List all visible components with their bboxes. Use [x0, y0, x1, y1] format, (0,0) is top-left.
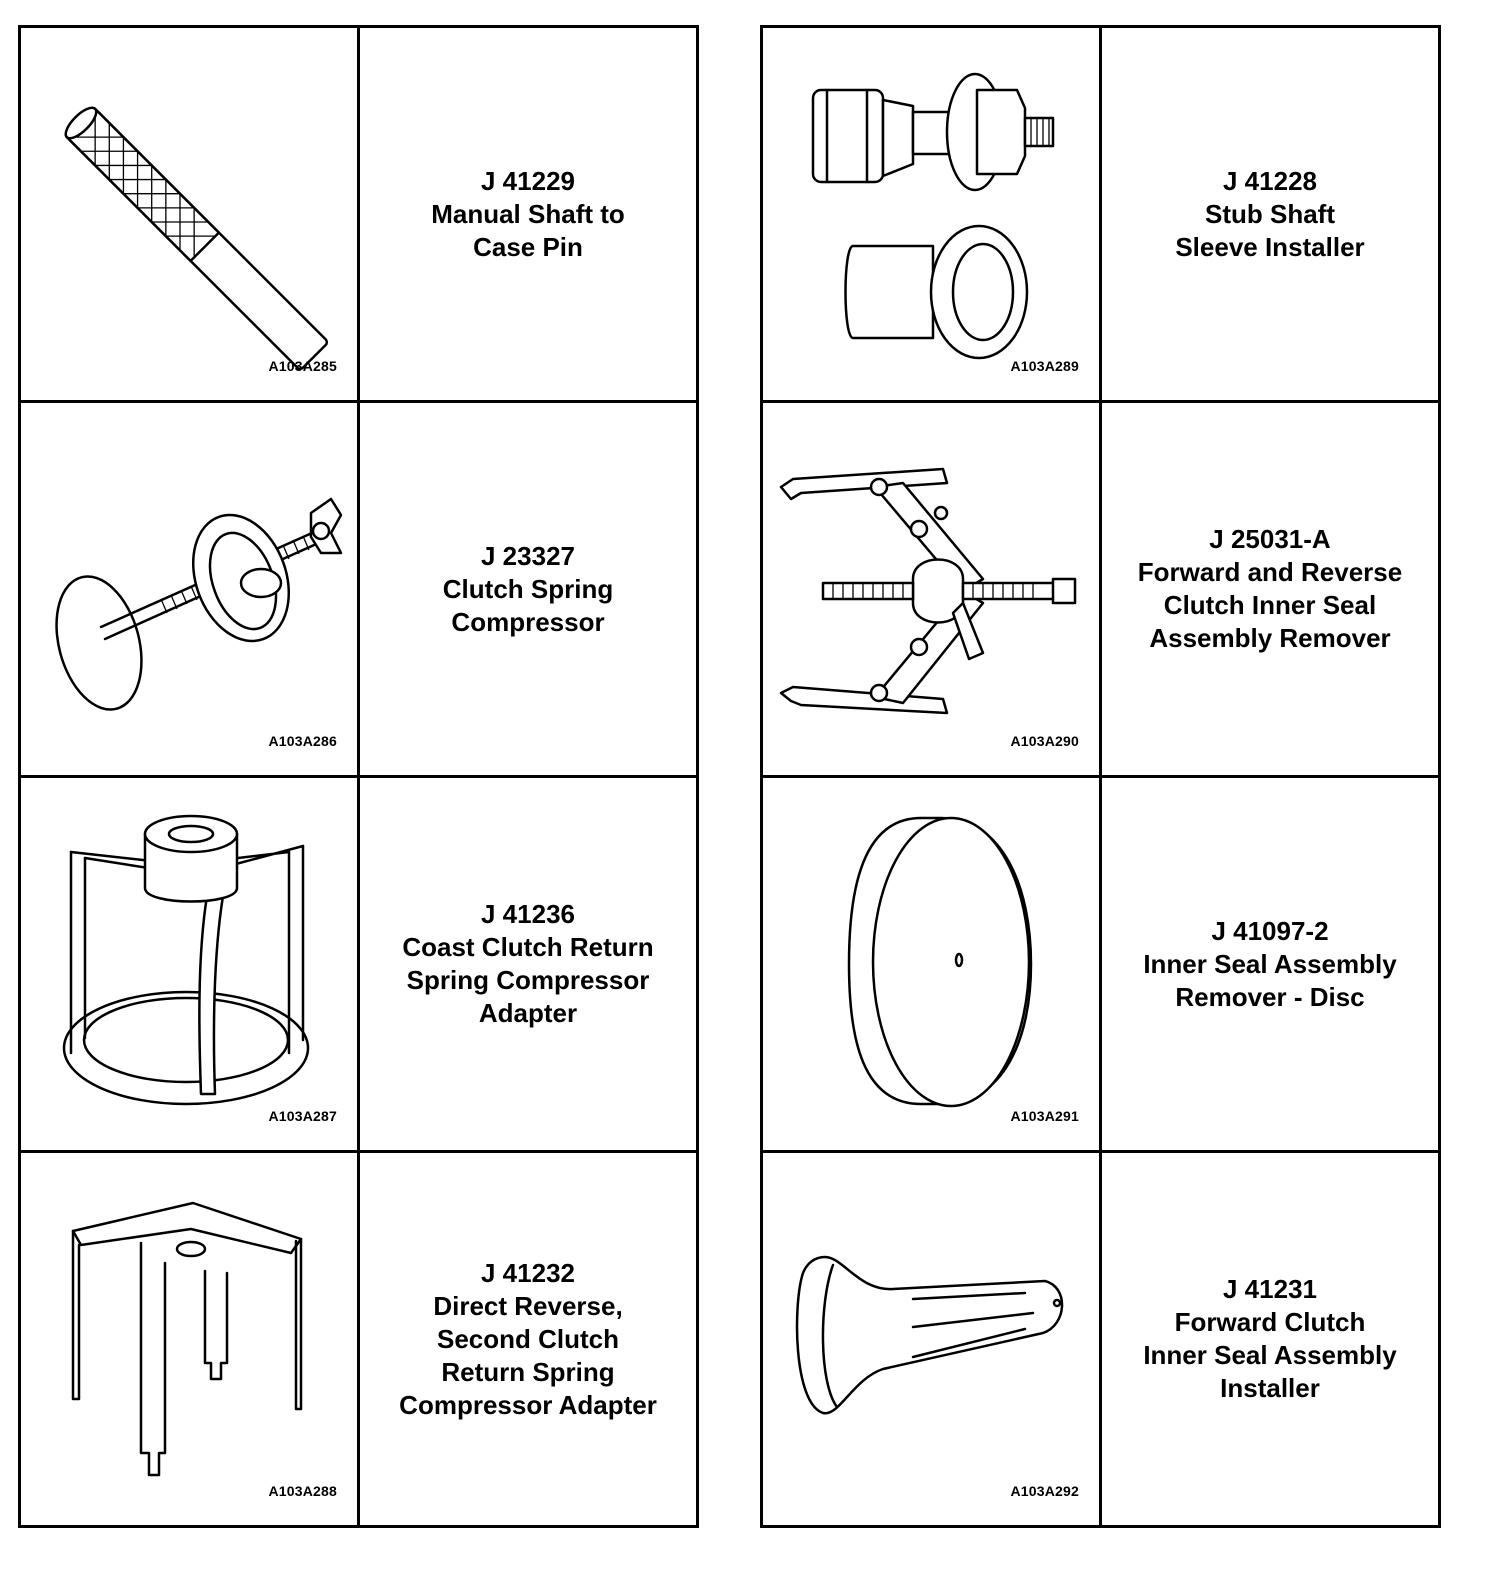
tool-illustration-cell	[20, 27, 359, 402]
tool-name-line: Inner Seal Assembly	[1143, 948, 1397, 979]
tool-caption	[1102, 165, 1438, 264]
tool-name-line: Coast Clutch Return	[402, 932, 654, 962]
tool-description-cell	[1101, 402, 1440, 777]
three-leg-adapter-icon	[21, 1153, 357, 1525]
tool-name-line: Sleeve Installer	[1175, 231, 1365, 262]
table-row	[20, 402, 698, 777]
knurled-pin-icon	[21, 28, 357, 400]
tool-caption	[360, 540, 696, 639]
tool-name-line: Manual Shaft to	[431, 198, 625, 229]
seal-installer-handle-icon	[763, 1153, 1099, 1525]
tool-number: J 41228	[1223, 165, 1317, 196]
tool-name-line: Compressor	[451, 606, 605, 637]
tool-caption	[360, 898, 696, 1030]
figure-id: A103A291	[1010, 1108, 1079, 1124]
tool-illustration-cell	[762, 1152, 1101, 1527]
tool-description-cell	[359, 27, 698, 402]
table-row	[762, 402, 1440, 777]
tool-illustration-cell	[20, 1152, 359, 1527]
tool-caption	[1102, 523, 1438, 655]
table-row	[20, 777, 698, 1152]
table-row	[762, 27, 1440, 402]
tool-description-cell	[359, 777, 698, 1152]
tool-illustration-cell	[20, 402, 359, 777]
table-row	[20, 1152, 698, 1527]
tool-number: J 41097-2	[1211, 915, 1329, 946]
figure-id: A103A289	[1010, 358, 1079, 374]
figure-id: A103A286	[268, 733, 337, 749]
tool-name-line: Case Pin	[473, 231, 583, 262]
figure-id: A103A287	[268, 1108, 337, 1124]
compressor-adapter-icon	[21, 778, 357, 1150]
tool-number: J 23327	[481, 540, 575, 571]
figure-id: A103A290	[1010, 733, 1079, 749]
tool-name-line: Installer	[1220, 1373, 1320, 1403]
table-row	[762, 777, 1440, 1152]
tool-description-cell	[1101, 1152, 1440, 1527]
figure-id: A103A292	[1010, 1483, 1079, 1499]
tool-name-line: Clutch Inner Seal	[1163, 590, 1377, 620]
tool-caption	[360, 1257, 696, 1422]
tool-caption	[1102, 1273, 1438, 1405]
tool-name-line: Stub Shaft	[1205, 198, 1335, 229]
tools-table-left	[18, 25, 699, 1528]
tools-table-right	[760, 25, 1441, 1528]
tool-number: J 41231	[1223, 1274, 1317, 1304]
disc-icon	[763, 778, 1099, 1150]
tool-number: J 25031-A	[1209, 524, 1331, 554]
tool-name-line: Compressor Adapter	[399, 1389, 657, 1420]
spring-compressor-icon	[21, 403, 357, 775]
tool-illustration-cell	[762, 27, 1101, 402]
figure-id: A103A285	[268, 358, 337, 374]
tool-illustration-cell	[20, 777, 359, 1152]
tool-name-line: Second Clutch	[436, 1323, 619, 1354]
tool-number: J 41232	[481, 1257, 575, 1288]
tool-name-line: Forward and Reverse	[1137, 557, 1403, 587]
tool-name-line: Forward Clutch	[1174, 1307, 1366, 1337]
tool-description-cell	[1101, 777, 1440, 1152]
table-row	[20, 27, 698, 402]
sleeve-installer-icon	[763, 28, 1099, 400]
tool-illustration-cell	[762, 777, 1101, 1152]
tool-name-line: Adapter	[478, 998, 578, 1028]
tool-name-line: Return Spring	[441, 1356, 615, 1387]
tool-name-line: Spring Compressor	[406, 965, 650, 995]
figure-id: A103A288	[268, 1483, 337, 1499]
tool-description-cell	[359, 1152, 698, 1527]
tool-illustration-cell	[762, 402, 1101, 777]
tool-name-line: Clutch Spring	[442, 573, 614, 604]
tool-name-line: Inner Seal Assembly	[1143, 1340, 1397, 1370]
tool-caption	[1102, 915, 1438, 1014]
tool-description-cell	[1101, 27, 1440, 402]
tool-caption	[360, 165, 696, 264]
tool-name-line: Assembly Remover	[1149, 623, 1391, 653]
tool-number: J 41236	[481, 899, 575, 929]
tool-number: J 41229	[481, 165, 575, 196]
tool-description-cell	[359, 402, 698, 777]
tool-name-line: Direct Reverse,	[433, 1290, 623, 1321]
tool-name-line: Remover - Disc	[1175, 981, 1365, 1012]
seal-remover-puller-icon	[763, 403, 1099, 775]
table-row	[762, 1152, 1440, 1527]
